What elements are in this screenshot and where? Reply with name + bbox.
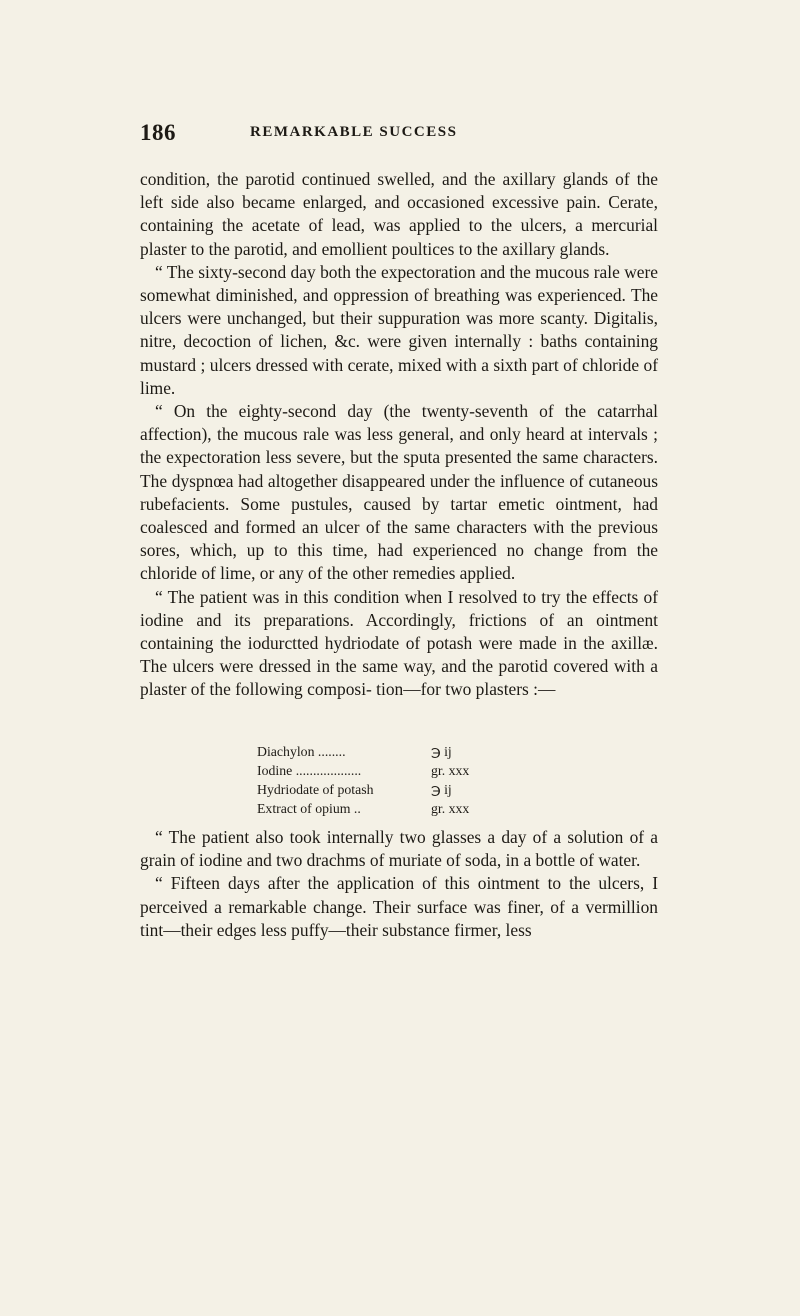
paragraph: “ Fifteen days after the application of this ointment to the ulcers, I perceived a remarkable change. Their surface was finer, of a vermillion tint—their edges less puffy—their substance firmer, less (140, 873, 658, 940)
page-number: 186 (140, 120, 176, 145)
paragraph: “ The patient also took internally two glasses a day of a solution of a grain of iodine and two drachms of muriate of soda, in a bottle of water. (140, 827, 658, 871)
recipe-ingredient: Diachylon ........ (257, 744, 346, 759)
paragraph: “ On the eighty-second day (the twenty-seventh of the catarrhal affection), the mucous rale was less general, and only heard at intervals ; the expectoration less severe, but the sputa presented the same characters. The dyspnœa had altogether disappeared under the influence of cutaneous rubefacients. Some pustules, caused by tartar emetic ointment, had coalesced and formed an ulcer of the same characters with the previous sores, which, up to this time, had experienced no change from the chloride of lime, or any of the other remedies applied. (140, 401, 658, 584)
recipe-quantity: gr. xxx (431, 763, 470, 778)
running-head: REMARKABLE SUCCESS (250, 124, 458, 140)
recipe-row (257, 799, 577, 818)
body-text-lower (140, 826, 658, 942)
recipe-ingredient: Hydriodate of potash (257, 782, 374, 797)
recipe-row (257, 742, 577, 761)
body-text-upper (140, 168, 658, 702)
paragraph: condition, the parotid continued swelled, and the axillary glands of the left side also became enlarged, and occasioned excessive pain. Cerate, containing the acetate of lead, was applied to the ulcers, a mercurial plaster to the parotid, and emollient poultices to the axillary glands. (140, 169, 658, 259)
recipe-quantity: gr. xxx (431, 801, 470, 816)
recipe-quantity: ℈ ij (431, 744, 452, 759)
plaster-recipe (257, 742, 577, 818)
recipe-ingredient: Extract of opium .. (257, 801, 361, 816)
paragraph: “ The patient was in this condition when I resolved to try the effects of iodine and its preparations. Accordingly, frictions of an ointment containing the iodurctted hydriodate of potash were made in the axillæ. The ulcers were dressed in the same way, and the parotid covered with a plaster of the following composi- tion—for two plasters :— (140, 586, 658, 700)
paragraph: “ The sixty-second day both the expectoration and the mucous rale were somewhat diminished, and oppression of breathing was experienced. The ulcers were unchanged, but their suppuration was more scanty. Digitalis, nitre, decoction of lichen, &c. were given internally : baths containing mustard ; ulcers dressed with cerate, mixed with a sixth part of chloride of lime. (140, 261, 658, 398)
recipe-row (257, 761, 577, 780)
page-header (140, 120, 660, 144)
recipe-quantity: ℈ ij (431, 782, 452, 797)
recipe-row (257, 780, 577, 799)
recipe-ingredient: Iodine ................... (257, 763, 362, 778)
